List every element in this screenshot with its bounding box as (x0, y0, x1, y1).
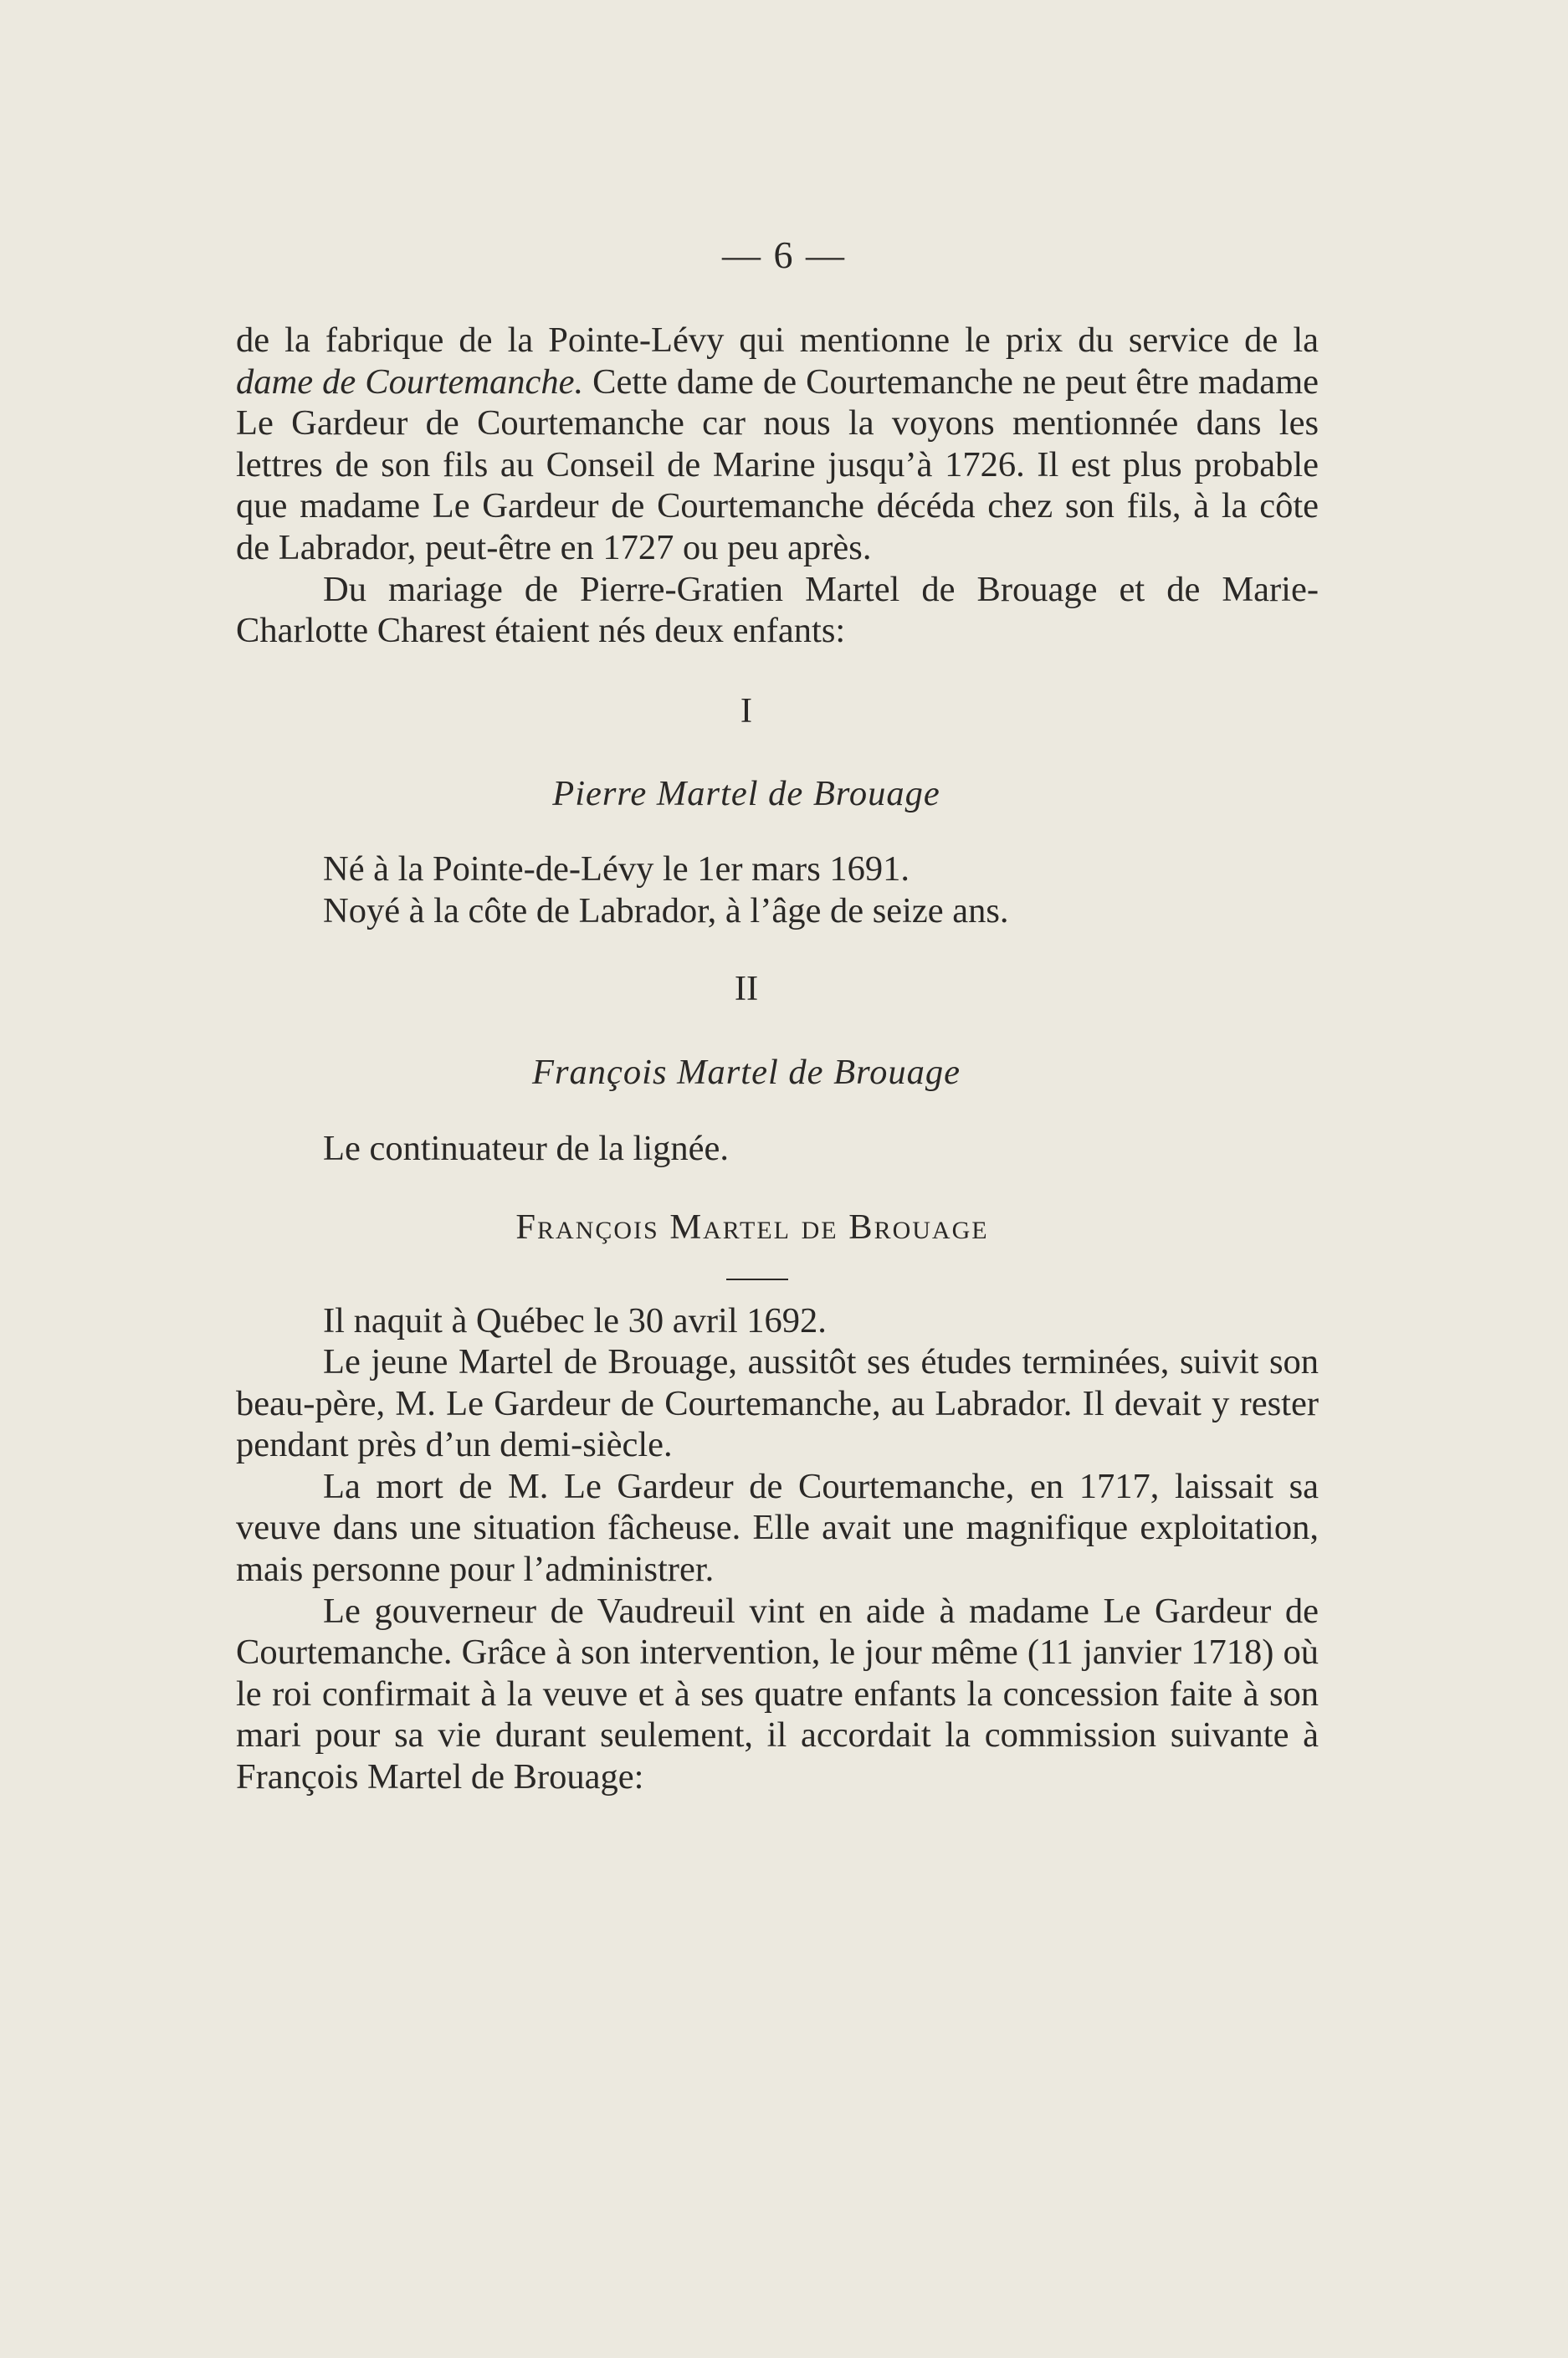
paragraph-birth: Il naquit à Québec le 30 avril 1692. (323, 1300, 827, 1340)
paragraph-continuation (236, 320, 1319, 569)
section-numeral-2: II (734, 969, 759, 1009)
page-number: — 6 — (722, 233, 846, 276)
section-numeral-1: I (740, 690, 753, 730)
section-title-1: Pierre Martel de Brouage (552, 774, 940, 814)
section-title-2: François Martel de Brouage (532, 1052, 961, 1092)
paragraph-children-intro: Du mariage de Pierre-Gratien Martel de Brouage et de Marie-Charlotte Charest étaient nés deux enfants: (236, 569, 1319, 651)
paragraph-text: de la fabrique de la Pointe-Lévy qui mentionne le prix du service de la (236, 320, 1319, 360)
paragraph-text: Cette dame de Courtemanche ne peut être madame Le Gardeur de Courtemanche car nous la voyons mentionnée dans les lettres de son fils au Conseil de Marine jusqu’à 1726. Il est plus probable que madame Le Gardeur de Courtemanche décéda chez son fils, à la côte de Labrador, peut-être en 1727 ou peu après. (236, 361, 1319, 567)
paragraph-death: La mort de M. Le Gardeur de Courtemanche, en 1717, laissait sa veuve dans une situation fâcheuse. Elle avait une magnifique exploitation, mais personne pour l’administrer. (236, 1466, 1319, 1590)
death-entry: Noyé à la côte de Labrador, à l’âge de seize ans. (323, 890, 1009, 930)
italic-phrase: dame de Courtemanche. (236, 361, 584, 402)
chapter-heading: François Martel de Brouage (515, 1207, 989, 1247)
birth-entry: Né à la Pointe-de-Lévy le 1er mars 1691. (323, 848, 910, 889)
page-body (236, 320, 1319, 1798)
paragraph-governor: Le gouverneur de Vaudreuil vint en aide à madame Le Gardeur de Courtemanche. Grâce à son intervention, le jour même (11 janvier 1718) où le roi confirmait à la veuve et à ses quatre enfants la concession faite à son mari pour sa vie durant seulement, il accordait la commission suivante à François Martel de Brouage: (236, 1591, 1319, 1797)
paragraph-studies: Le jeune Martel de Brouage, aussitôt ses études terminées, suivit son beau-père, M. Le Gardeur de Courtemanche, au Labrador. Il devait y rester pendant près d’un demi-siècle. (236, 1342, 1319, 1465)
heading-rule (726, 1279, 788, 1280)
lineage-entry: Le continuateur de la lignée. (323, 1129, 729, 1169)
